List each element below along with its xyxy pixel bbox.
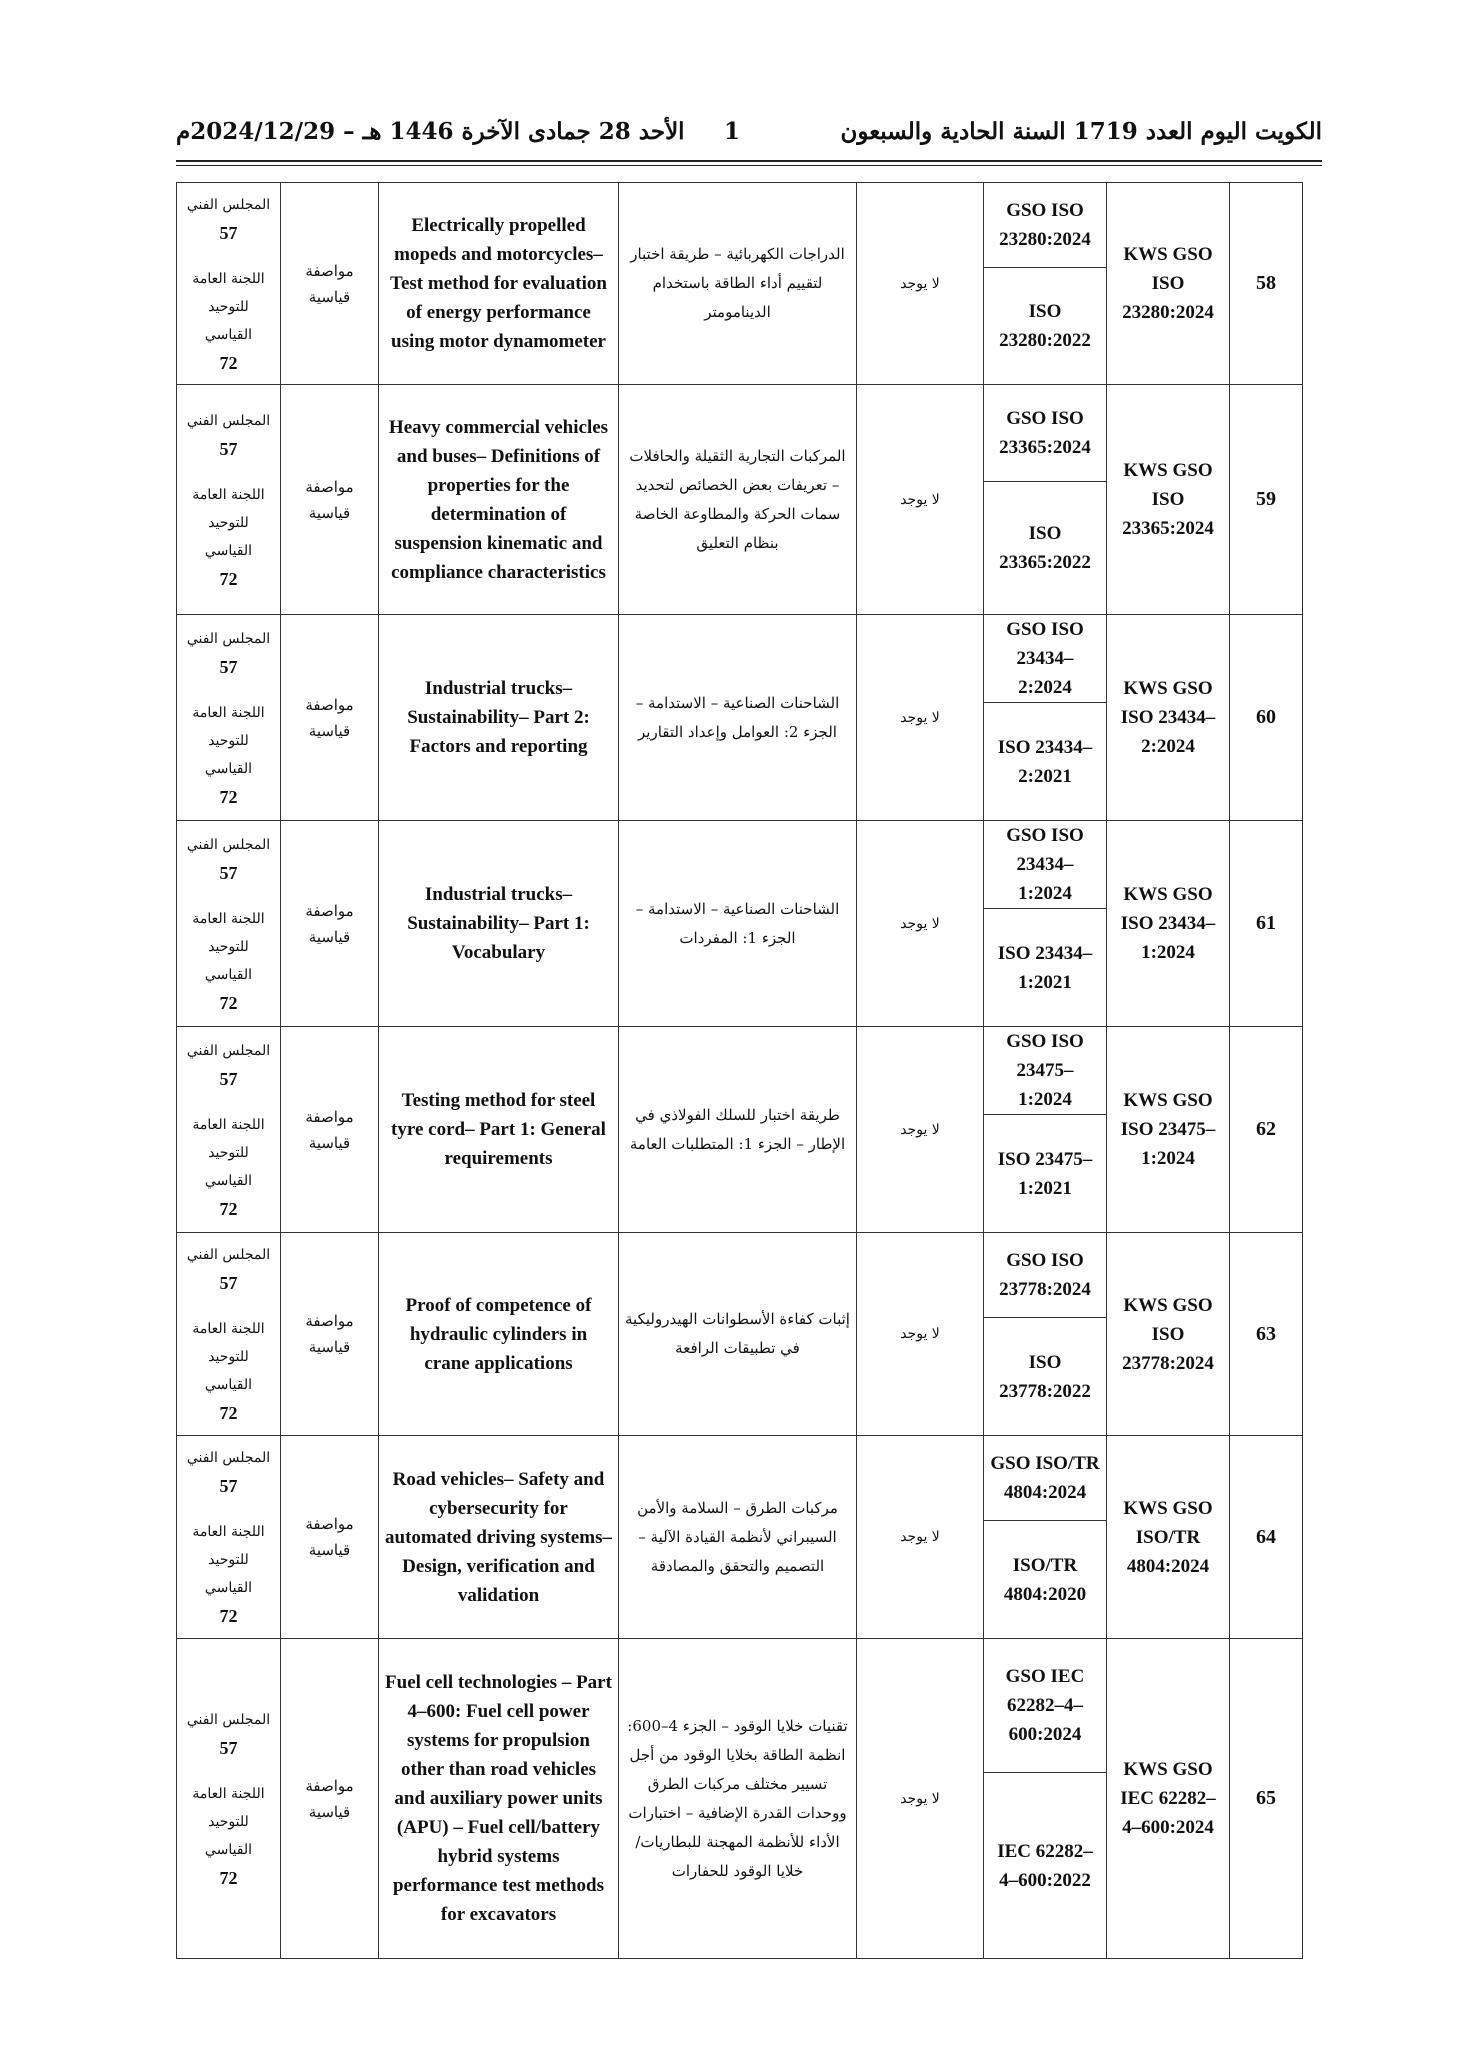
no-equivalent: لا يوجد — [857, 183, 984, 385]
arabic-title: طريقة اختبار للسلك الفولاذي في الإطار – الجزء 1: المتطلبات العامة — [619, 1027, 857, 1233]
row-number: 60 — [1230, 615, 1303, 821]
gso-reference: GSO ISO 23475–1:2024 — [984, 1027, 1107, 1115]
iso-reference: IEC 62282–4–600:2022 — [984, 1773, 1107, 1959]
row-number: 58 — [1230, 183, 1303, 385]
row-number: 62 — [1230, 1027, 1303, 1233]
kws-standard-code: KWS GSO ISO/TR 4804:2024 — [1107, 1436, 1230, 1639]
standard-type: مواصفة قياسية — [281, 821, 379, 1027]
table-row — [177, 1233, 1303, 1318]
english-title: Industrial trucks– Sustainability– Part 2: Factors and reporting — [379, 615, 619, 821]
committees: المجلس الفني 57 اللجنة العامة للتوحيد القياسي 72 — [177, 183, 281, 385]
english-title: Electrically propelled mopeds and motorcycles– Test method for evaluation of energy performance using motor dynamometer — [379, 183, 619, 385]
kws-standard-code: KWS GSO ISO 23280:2024 — [1107, 183, 1230, 385]
kws-standard-code: KWS GSO ISO 23475–1:2024 — [1107, 1027, 1230, 1233]
arabic-title: المركبات التجارية الثقيلة والحافلات – تعريفات بعض الخصائص لتحديد سمات الحركة والمطاوعة الخاصة بنظام التعليق — [619, 385, 857, 615]
english-title: Industrial trucks– Sustainability– Part 1: Vocabulary — [379, 821, 619, 1027]
table-row — [177, 385, 1303, 482]
standard-type: مواصفة قياسية — [281, 1436, 379, 1639]
english-title: Heavy commercial vehicles and buses– Definitions of properties for the determination of suspension kinematic and compliance characteristics — [379, 385, 619, 615]
committees: المجلس الفني 57 اللجنة العامة للتوحيد القياسي 72 — [177, 385, 281, 615]
standard-type: مواصفة قياسية — [281, 615, 379, 821]
kws-standard-code: KWS GSO IEC 62282–4–600:2024 — [1107, 1639, 1230, 1959]
page-header — [176, 118, 1322, 164]
gso-reference: GSO ISO 23280:2024 — [984, 183, 1107, 268]
arabic-title: الدراجات الكهربائية – طريقة اختبار لتقييم أداء الطاقة باستخدام الدينامومتر — [619, 183, 857, 385]
table-row — [177, 183, 1303, 268]
table-row — [177, 615, 1303, 703]
standard-type: مواصفة قياسية — [281, 1639, 379, 1959]
no-equivalent: لا يوجد — [857, 1639, 984, 1959]
row-number: 59 — [1230, 385, 1303, 615]
english-title: Road vehicles– Safety and cybersecurity for automated driving systems– Design, verification and validation — [379, 1436, 619, 1639]
no-equivalent: لا يوجد — [857, 1436, 984, 1639]
english-title: Fuel cell technologies – Part 4–600: Fuel cell power systems for propulsion other than road vehicles and auxiliary power units (APU) – Fuel cell/battery hybrid systems performance test methods for excavators — [379, 1639, 619, 1959]
arabic-title: إثبات كفاءة الأسطوانات الهيدروليكية في تطبيقات الرافعة — [619, 1233, 857, 1436]
english-title: Testing method for steel tyre cord– Part 1: General requirements — [379, 1027, 619, 1233]
gazette-issue: الكويت اليوم العدد 1719 السنة الحادية والسبعون — [840, 118, 1322, 145]
table-row — [177, 1639, 1303, 1773]
committees: المجلس الفني 57 اللجنة العامة للتوحيد القياسي 72 — [177, 821, 281, 1027]
gso-reference: GSO ISO 23434–1:2024 — [984, 821, 1107, 909]
row-number: 63 — [1230, 1233, 1303, 1436]
table-row — [177, 1436, 1303, 1521]
standards-table — [176, 182, 1303, 1959]
arabic-title: مركبات الطرق – السلامة والأمن السيبراني لأنظمة القيادة الآلية – التصميم والتحقق والمصادقة — [619, 1436, 857, 1639]
committees: المجلس الفني 57 اللجنة العامة للتوحيد القياسي 72 — [177, 615, 281, 821]
table-row — [177, 821, 1303, 909]
no-equivalent: لا يوجد — [857, 1233, 984, 1436]
iso-reference: ISO 23778:2022 — [984, 1318, 1107, 1436]
committees: المجلس الفني 57 اللجنة العامة للتوحيد القياسي 72 — [177, 1027, 281, 1233]
committees: المجلس الفني 57 اللجنة العامة للتوحيد القياسي 72 — [177, 1639, 281, 1959]
arabic-title: تقنيات خلايا الوقود – الجزء 4–600: انظمة الطاقة بخلايا الوقود من أجل تسيير مختلف مركبات الطرق ووحدات القدرة الإضافية – اختبارات الأداء للأنظمة المهجنة للبطاريات/خلايا الوقود للحفارات — [619, 1639, 857, 1959]
row-number: 64 — [1230, 1436, 1303, 1639]
gso-reference: GSO ISO/TR 4804:2024 — [984, 1436, 1107, 1521]
kws-standard-code: KWS GSO ISO 23434–2:2024 — [1107, 615, 1230, 821]
arabic-title: الشاحنات الصناعية – الاستدامة – الجزء 2: العوامل وإعداد التقارير — [619, 615, 857, 821]
iso-reference: ISO 23475–1:2021 — [984, 1115, 1107, 1233]
page-number: 1 — [724, 118, 741, 145]
kws-standard-code: KWS GSO ISO 23365:2024 — [1107, 385, 1230, 615]
gso-reference: GSO ISO 23365:2024 — [984, 385, 1107, 482]
arabic-title: الشاحنات الصناعية – الاستدامة – الجزء 1: المفردات — [619, 821, 857, 1027]
iso-reference: ISO/TR 4804:2020 — [984, 1521, 1107, 1639]
standard-type: مواصفة قياسية — [281, 1233, 379, 1436]
iso-reference: ISO 23280:2022 — [984, 268, 1107, 385]
row-number: 65 — [1230, 1639, 1303, 1959]
iso-reference: ISO 23365:2022 — [984, 482, 1107, 615]
no-equivalent: لا يوجد — [857, 615, 984, 821]
gso-reference: GSO ISO 23434–2:2024 — [984, 615, 1107, 703]
committees: المجلس الفني 57 اللجنة العامة للتوحيد القياسي 72 — [177, 1436, 281, 1639]
kws-standard-code: KWS GSO ISO 23434–1:2024 — [1107, 821, 1230, 1027]
header-rule-thin — [176, 165, 1322, 166]
table-row — [177, 1027, 1303, 1115]
iso-reference: ISO 23434–1:2021 — [984, 909, 1107, 1027]
iso-reference: ISO 23434–2:2021 — [984, 703, 1107, 821]
gso-reference: GSO ISO 23778:2024 — [984, 1233, 1107, 1318]
no-equivalent: لا يوجد — [857, 821, 984, 1027]
committees: المجلس الفني 57 اللجنة العامة للتوحيد القياسي 72 — [177, 1233, 281, 1436]
english-title: Proof of competence of hydraulic cylinders in crane applications — [379, 1233, 619, 1436]
no-equivalent: لا يوجد — [857, 385, 984, 615]
header-rule — [176, 160, 1322, 162]
kws-standard-code: KWS GSO ISO 23778:2024 — [1107, 1233, 1230, 1436]
standard-type: مواصفة قياسية — [281, 183, 379, 385]
standard-type: مواصفة قياسية — [281, 385, 379, 615]
no-equivalent: لا يوجد — [857, 1027, 984, 1233]
gso-reference: GSO IEC 62282–4–600:2024 — [984, 1639, 1107, 1773]
standard-type: مواصفة قياسية — [281, 1027, 379, 1233]
gazette-date: الأحد 28 جمادى الآخرة 1446 هـ – 2024/12/29م — [176, 118, 685, 145]
row-number: 61 — [1230, 821, 1303, 1027]
